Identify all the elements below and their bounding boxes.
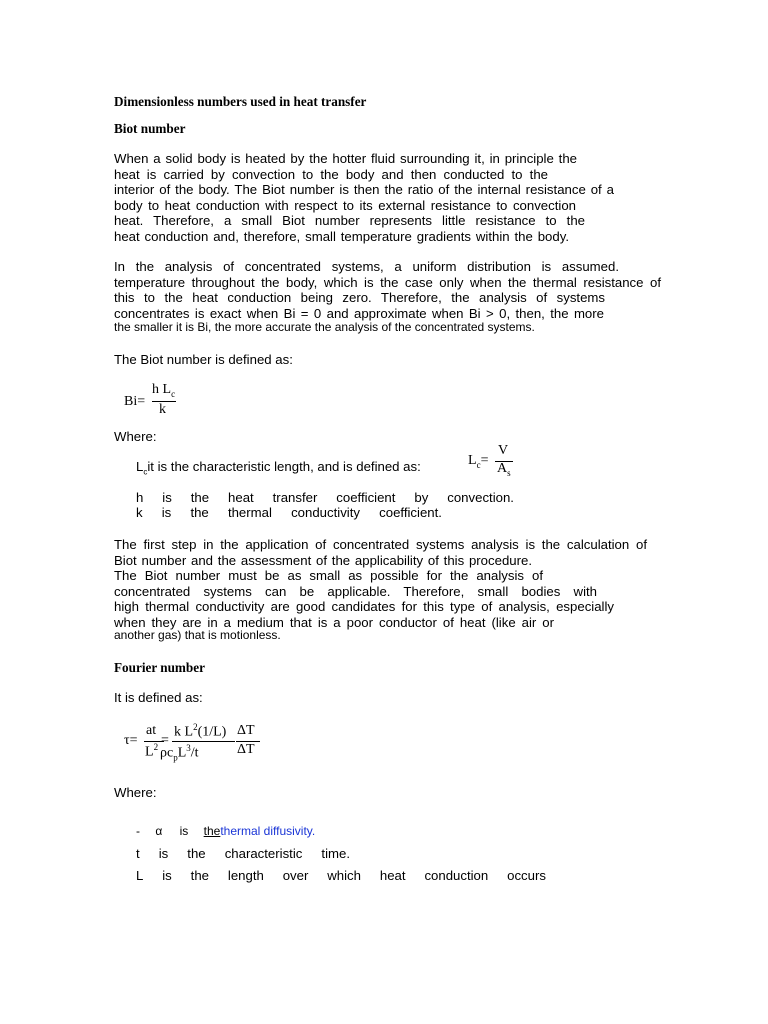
symbol-L: L bbox=[162, 382, 172, 397]
lc-text: it is the characteristic length, and is defined as: bbox=[147, 459, 421, 474]
word: is bbox=[179, 824, 189, 838]
symbol-A: A bbox=[497, 461, 508, 476]
subscript-c: c bbox=[476, 459, 481, 470]
word: the bbox=[187, 846, 206, 861]
fourier-where: Where: bbox=[114, 785, 157, 800]
word: t bbox=[136, 846, 140, 861]
formula-numerator: V bbox=[498, 443, 509, 458]
symbol-inverse-L: (1/L) bbox=[197, 724, 227, 740]
text-line: when they are in a medium that is a poor conductor of heat (like air or bbox=[114, 614, 554, 630]
formula-denominator bbox=[497, 461, 511, 478]
word: length bbox=[227, 868, 264, 883]
text-line: body to heat conduction with respect to its external resistance to convection bbox=[114, 197, 576, 213]
period: . bbox=[311, 824, 316, 838]
fraction-bar bbox=[172, 741, 235, 742]
definition-h bbox=[136, 490, 514, 506]
word: the bbox=[190, 505, 209, 520]
thermal-diffusivity-link[interactable]: thermal diffusivity bbox=[220, 824, 312, 838]
fraction-3-numerator: ΔT bbox=[237, 723, 255, 738]
formula-lhs: τ= bbox=[124, 733, 138, 748]
list-item-L bbox=[136, 868, 546, 884]
text-line: The first step in the application of concentrated systems analysis is the calculation of bbox=[114, 537, 647, 552]
fourier-defined-as: It is defined as: bbox=[114, 690, 203, 705]
fraction-3-denominator: ΔT bbox=[237, 742, 255, 757]
document-title: Dimensionless numbers used in heat transfer bbox=[114, 94, 367, 109]
word: k bbox=[136, 505, 143, 520]
word: transfer bbox=[272, 490, 318, 505]
text-line: When a solid body is heated by the hotter fluid surrounding it, in principle the bbox=[114, 151, 577, 166]
superscript-2: 2 bbox=[193, 722, 198, 732]
list-item-t bbox=[136, 846, 350, 862]
superscript-2: 2 bbox=[153, 742, 159, 752]
text-line: Biot number and the assessment of the applicability of this procedure. bbox=[114, 552, 532, 568]
symbol-L: L bbox=[177, 745, 187, 761]
word: coefficient bbox=[336, 490, 396, 505]
list-item-alpha bbox=[136, 824, 315, 838]
word: time. bbox=[321, 846, 350, 861]
symbol-h: h bbox=[152, 382, 159, 397]
superscript-3: 3 bbox=[186, 743, 191, 753]
lc-definition bbox=[136, 459, 421, 480]
biot-formula bbox=[124, 381, 204, 421]
word: characteristic bbox=[224, 846, 303, 861]
biot-paragraph-2 bbox=[114, 259, 664, 321]
text-line: In the analysis of concentrated systems, a uniform distribution is assumed. bbox=[114, 259, 619, 274]
word: the bbox=[190, 490, 210, 505]
biot-heading: Biot number bbox=[114, 121, 186, 136]
word: is bbox=[162, 490, 172, 505]
text-line: heat is carried by convection to the body and then conducted to the bbox=[114, 166, 548, 182]
word: heat bbox=[379, 868, 406, 883]
equals-sign: = bbox=[480, 453, 489, 468]
text-line: this to the heat conduction being zero. Therefore, the analysis of systems bbox=[114, 290, 605, 305]
fraction-2-numerator bbox=[174, 722, 226, 741]
word: h bbox=[136, 490, 144, 505]
symbol-L: L bbox=[145, 744, 154, 760]
lc-formula bbox=[468, 443, 528, 481]
dash: - bbox=[136, 824, 140, 838]
word: coefficient. bbox=[379, 505, 442, 520]
text-line: heat. Therefore, a small Biot number represents little resistance to the bbox=[114, 213, 585, 228]
symbol-alpha: α bbox=[155, 824, 163, 838]
text-line: concentrates is exact when Bi = 0 and approximate when Bi > 0, then, the more bbox=[114, 305, 604, 321]
word: the bbox=[190, 868, 209, 883]
fourier-heading: Fourier number bbox=[114, 660, 205, 675]
subscript-c: c bbox=[143, 467, 148, 477]
formula-lhs: Bi= bbox=[124, 394, 146, 409]
word: over bbox=[282, 868, 309, 883]
word: is bbox=[161, 505, 172, 520]
biot-paragraph-2-tail: the smaller it is Bi, the more accurate the analysis of the concentrated systems. bbox=[114, 320, 535, 334]
biot-paragraph-3-tail: another gas) that is motionless. bbox=[114, 628, 281, 642]
word: conductivity bbox=[291, 505, 360, 520]
word: heat bbox=[228, 490, 254, 505]
symbol-kL: k L bbox=[174, 724, 194, 740]
biot-paragraph-1 bbox=[114, 151, 644, 244]
fraction-1-numerator: at bbox=[146, 723, 157, 738]
fraction-1-denominator bbox=[145, 742, 158, 761]
text-line: The Biot number must be as small as possible for the analysis of bbox=[114, 568, 543, 583]
fraction-2-denominator bbox=[160, 743, 199, 762]
biot-where: Where: bbox=[114, 429, 157, 444]
word: convection. bbox=[447, 490, 514, 505]
equals-sign: = bbox=[161, 733, 169, 748]
word: is bbox=[162, 868, 172, 883]
text-line: interior of the body. The Biot number is then the ratio of the internal resistance of a bbox=[114, 182, 614, 197]
symbol-rho-c: ρc bbox=[160, 745, 174, 761]
word: is bbox=[158, 846, 169, 861]
text-line: high thermal conductivity are good candidates for this type of analysis, especially bbox=[114, 599, 614, 614]
symbol-Lc: L bbox=[136, 459, 144, 474]
formula-lhs bbox=[468, 453, 488, 470]
word: the bbox=[203, 824, 221, 838]
word: occurs bbox=[507, 868, 546, 883]
subscript-c: c bbox=[171, 388, 176, 399]
word: thermal bbox=[227, 505, 272, 520]
symbol-L: L bbox=[468, 453, 477, 468]
text-line: temperature throughout the body, which is the case only when the thermal resistance of bbox=[114, 274, 661, 290]
biot-defined-as: The Biot number is defined as: bbox=[114, 352, 293, 367]
subscript-p: p bbox=[173, 752, 178, 763]
word: conduction bbox=[424, 868, 489, 883]
fourier-formula bbox=[124, 720, 274, 764]
formula-numerator bbox=[152, 382, 175, 399]
definition-k bbox=[136, 505, 442, 521]
subscript-s: s bbox=[507, 467, 511, 478]
formula-denominator: k bbox=[159, 402, 166, 417]
text-line: heat conduction and, therefore, small temperature gradients within the body. bbox=[114, 228, 569, 244]
word: which bbox=[327, 868, 361, 883]
word: by bbox=[414, 490, 429, 505]
symbol-per-t: /t bbox=[190, 745, 199, 761]
text-line: concentrated systems can be applicable. Therefore, small bodies with bbox=[114, 583, 597, 599]
word: L bbox=[136, 868, 144, 883]
biot-paragraph-3 bbox=[114, 537, 654, 630]
